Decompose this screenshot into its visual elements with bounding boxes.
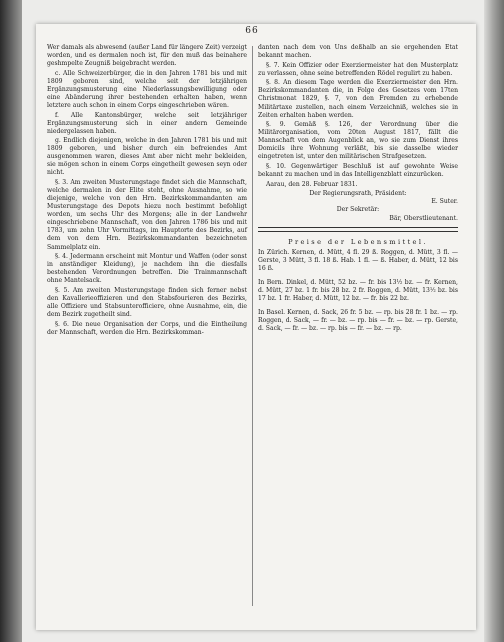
column-divider bbox=[252, 46, 253, 606]
paragraph: §. 3. Am zweiten Musterungstage findet sich die Mannschaft, welche dermalen in der Elite steht, ohne Ausnahme, so wie diejenige, welche von den Hrn. Bezirkskommandanten am Musterungstage des Depots hiezu noch bestimmt befohligt worden, um sechs Uhr des Morgens; alle in der Landwehr eingeschriebene Mannschaft, von den Jahren 1786 bis und mit 1783, um zehn Uhr Vormittags, im Hauptorte des Bezirks, auf dem von dem Hrn. Bezirkskommandanten bezeichneten Sammelplatz ein. bbox=[47, 179, 247, 251]
secretary-label: Der Sekretär: bbox=[336, 206, 380, 214]
price-entry: In Zürich. Kernen, d. Mütt, 4 fl. 29 ß. Roggen, d. Mütt, 3 fl. — Gerste, 3 Mütt, 3 fl. 18 ß. Hab. 1 fl. — ß. Haber, d. Mütt, 12 bis 16 ß. bbox=[258, 248, 458, 272]
book-spine-shadow bbox=[0, 0, 22, 642]
president-signature: E. Suter. bbox=[431, 198, 458, 206]
paragraph: §. 8. An diesem Tage werden die Exerziermeister den Hrn. Bezirkskommandanten die, in Folge des Gesetzes vom 17ten Christmonat 1829, §. 7, von den Fremden zu erhebende Militärtaxe zustellen, nach einem Verzeichniß, welches sie in Zeiten erhalten haben werden. bbox=[258, 79, 458, 119]
paragraph: §. 10. Gegenwärtiger Beschluß ist auf gewohnte Weise bekannt zu machen und in das Intelligenzblatt einzurücken. bbox=[258, 163, 458, 179]
paragraph: danten nach dem von Uns deßhalb an sie ergehenden Etat bekannt machen. bbox=[258, 44, 458, 60]
separator-rule bbox=[258, 227, 458, 228]
left-column bbox=[47, 44, 247, 338]
separator-rule bbox=[258, 231, 458, 232]
paragraph: §. 9. Gemäß §. 126, der Verordnung über die Militärorganisation, vom 20ten August 1817, fällt die Mannschaft von dem Augenblick an, wo sie zum Dienst ihres Domicils ihre Wohnung verläßt, bis sie dasselbe wieder eingetreten ist, unter den militärischen Strafgesetzen. bbox=[258, 121, 458, 161]
paragraph: Wer damals als abwesend (außer Land für längere Zeit) verzeigt worden, und es dermalen noch ist, für den muß das beinahere geshmpelte Zeugniß beigebracht werden. bbox=[47, 44, 247, 68]
page-edge-shadow bbox=[484, 0, 504, 642]
price-entry: In Basel. Kernen, d. Sack, 26 fr. 5 bz. — rp. bis 28 fr. 1 bz. — rp. Roggen, d. Sack, — fr. — bz. — rp. bis — fr. — bz. — rp. Gerste, d. Sack, — fr. — bz. — rp. bis — fr. — bz. — rp. bbox=[258, 308, 458, 332]
price-entry: In Bern. Dinkel, d. Mütt, 52 bz. — fr. bis 13½ bz. — fr. Kernen, d. Mütt, 27 bz. 1 fr. bis 28 bz. 2 fr. Roggen, d. Mütt, 13½ bz. bis 17 bz. 1 fr. Haber, d. Mütt, 12 bz. — fr. bis 22 bz. bbox=[258, 278, 458, 302]
paragraph: §. 5. Am zweiten Musterungstage finden sich ferner nebst den Kavallerieoffizieren und den Stabsfourieren des Bezirks, alle Offiziere und Stabsunterofficiere, ohne Ausnahme, ein, die dem Bezirk zugetheilt sind. bbox=[47, 286, 247, 319]
paragraph: §. 6. Die neue Organisation der Corps, und die Eintheilung der Mannschaft, werden die Hrn. Bezirkskomman- bbox=[47, 320, 247, 336]
secretary-signature: Bär, Oberstlieutenant. bbox=[389, 214, 458, 222]
paragraph: §. 7. Kein Offizier oder Exerziermeister hat den Musterplatz zu verlassen, ohne seine betreffenden Rödel regulirt zu haben. bbox=[258, 61, 458, 77]
dateline: Aarau, den 28. Februar 1831. bbox=[266, 180, 358, 188]
paragraph: §. 4. Jedermann erscheint mit Montur und Waffen (oder sonst in anständiger Kleidung), je nachdem ihn die diesfalls bestehenden Verordnungen betreffen. Die Trainmannschaft ohne Mantelsack. bbox=[47, 253, 247, 285]
paragraph: f. Alle Kantonsbürger, welche seit letzjähriger Ergänzungsmusterung sich in einer andern Gemeinde niedergelassen haben. bbox=[47, 111, 247, 135]
paragraph: g. Endlich diejenigen, welche in den Jahren 1781 bis und mit 1809 geboren, und bisher durch ein befreiendes Amt ausgenommen waren, dieses Amt aber nicht mehr bekleiden, sie mögen schon in einem Corps eingetheilt gewesen seyn oder nicht. bbox=[47, 137, 247, 177]
council-heading: Der Regierungsrath, Präsident: bbox=[309, 190, 407, 198]
paragraph: c. Alle Schweizerbürger, die in den Jahren 1781 bis und mit 1809 geboren sind, welche seit der letzjährigen Ergänzungsmusterung eine Niederlassungsbewilligung oder eine Abänderung ihrer bestehenden erhalten haben, wenn letztere auch schon in einem Corps eingeschrieben wären. bbox=[47, 69, 247, 109]
prices-heading: Preise der Lebensmittel. bbox=[288, 237, 428, 246]
right-column bbox=[258, 44, 458, 333]
page-number: 66 bbox=[245, 26, 259, 36]
